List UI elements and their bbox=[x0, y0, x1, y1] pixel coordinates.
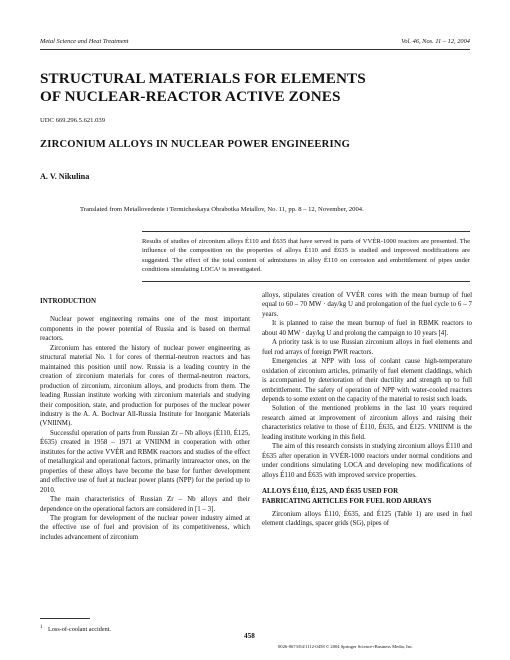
intro-paragraph-3: Successful operation of parts from Russian Zr – Nb alloys (É110, É125, É635) created in 1958 – 1971 at VNIINM in cooperation with other institutes for the active VVÉR and RBMK reactors and studies of the effect of metallurgical and operational factors, primarily intrareactor ones, on the properties of these alloys have become the base for further development and effective use of fuel at nuclear power plants (NPP) for the period up to 2010. bbox=[40, 429, 250, 494]
abstract-top-rule bbox=[142, 231, 470, 232]
right-paragraph-6: The aim of this research consists in studying zirconium alloys É110 and É635 after operation in VVÉR-1000 reactors under normal conditions and under conditions simulating LOCA and developing new modifications of alloys É110 and É635 with improved service properties. bbox=[262, 443, 472, 479]
right-paragraph-2: It is planned to raise the mean burnup of fuel in RBMK reactors to about 40 MW · day/kg U and prolong the campaign to 10 years [4]. bbox=[262, 320, 472, 337]
intro-paragraph-4: The main characteristics of Russian Zr – Nb alloys and their dependence on the operational factors are considered in [1 – 3]. bbox=[40, 496, 250, 513]
section-heading-alloys-line-1: ALLOYS É110, É125, AND É635 USED FOR bbox=[262, 487, 399, 496]
udc-code: UDC 669.296.5.621.039 bbox=[40, 117, 106, 124]
right-paragraph-4: Emergencies at NPP with loss of coolant cause high-temperature oxidation of zirconium articles, primarily of fuel element claddings, which is accompanied by deterioration of their ductility and strength up to full embrittlement. The safety of operation of NPP with water-cooled reactors depends to some extent on the capacity of the material to resist such loads. bbox=[262, 358, 472, 403]
section-heading-introduction: INTRODUCTION bbox=[40, 297, 97, 305]
section-heading-alloys bbox=[262, 487, 472, 506]
intro-paragraph-5: The program for development of the nuclear power industry aimed at the effective use of fuel and provision of its competitiveness, which includes advancement of zirconium bbox=[40, 514, 250, 541]
abstract: Results of studies of zirconium alloys É110 and É635 that have served in parts of VVÉR-1000 reactors are presented. The influence of the composition on the properties of alloys É110 and É635 is studied and improved modifications are suggested. The effect of the total content of admixtures in alloy É110 on corrosion and embrittlement of pipes under conditions simulating LOCA¹ is investigated. bbox=[142, 238, 470, 274]
right-paragraph-5: Solution of the mentioned problems in the last 10 years required research aimed at improvement of zirconium alloys and raising their characteristics relative to those of É110, É635, and É125. VNIINM is the leading institute working in this field. bbox=[262, 405, 472, 441]
translation-note: Translated from Metallovedenie i Termicheskaya Obrabotka Metallov, No. 11, pp. 8 – 12, November, 2004. bbox=[80, 206, 364, 213]
author-name: A. V. Nikulina bbox=[40, 172, 90, 181]
left-column bbox=[40, 297, 250, 542]
title-line-1: STRUCTURAL MATERIALS FOR ELEMENTS bbox=[40, 70, 366, 87]
title-line-2: OF NUCLEAR-REACTOR ACTIVE ZONES bbox=[40, 88, 341, 105]
section-heading-alloys-line-2: FABRICATING ARTICLES FOR FUEL ROD ARRAYS bbox=[262, 496, 432, 505]
volume-info: Vol. 46, Nos. 11 – 12, 2004 bbox=[401, 38, 470, 45]
right-column bbox=[262, 291, 472, 529]
header-rule bbox=[40, 49, 470, 50]
right-paragraph-7: Zirconium alloys É110, É635, and É125 (Table 1) are used in fuel element claddings, spacer grids (SG), pipes of bbox=[262, 510, 472, 528]
article-title bbox=[40, 70, 480, 106]
journal-name: Metal Science and Heat Treatment bbox=[40, 38, 129, 45]
abstract-bottom-rule bbox=[142, 281, 470, 282]
article-subtitle: ZIRCONIUM ALLOYS IN NUCLEAR POWER ENGINEERING bbox=[40, 139, 351, 150]
page-number: 458 bbox=[244, 632, 255, 640]
intro-paragraph-1: Nuclear power engineering remains one of the most important components in the power potential of Russia and is based on thermal reactors. bbox=[40, 316, 250, 343]
footnote-marker: 1 bbox=[40, 624, 43, 630]
continued-paragraph: alloys, stipulates creation of VVÉR cores with the mean burnup of fuel equal to 60 – 70 MW · day/kg U and prolongation of the fuel cycle to 6 – 7 years. bbox=[262, 292, 472, 318]
footnote-rule bbox=[40, 618, 90, 619]
copyright-line: 0026-0673/04/1112-0458 © 2004 Springer Science+Business Media, Inc. bbox=[278, 644, 414, 649]
footnote bbox=[40, 626, 111, 633]
intro-paragraph-2: Zirconium has entered the history of nuclear power engineering as structural material No. 1 for cores of thermal-neutron reactors and has maintained this position until now. Russia is a leading country in the creation of zirconium materials for cores of thermal-neutron reactors, production of zirconium, zirconium alloys, and products from them. The leading Russian institute working with zirconium materials and studying their composition, state, and production for purposes of the nuclear power industry is the A. A. Bochvar All-Russia Institute for Inorganic Materials (VNIINM). bbox=[40, 344, 250, 428]
right-paragraph-3: A priority task is to use Russian zirconium alloys in fuel elements and fuel rod arrays of foreign PWR reactors. bbox=[262, 339, 472, 356]
footnote-text: Loss-of-coolant accident. bbox=[48, 626, 111, 633]
